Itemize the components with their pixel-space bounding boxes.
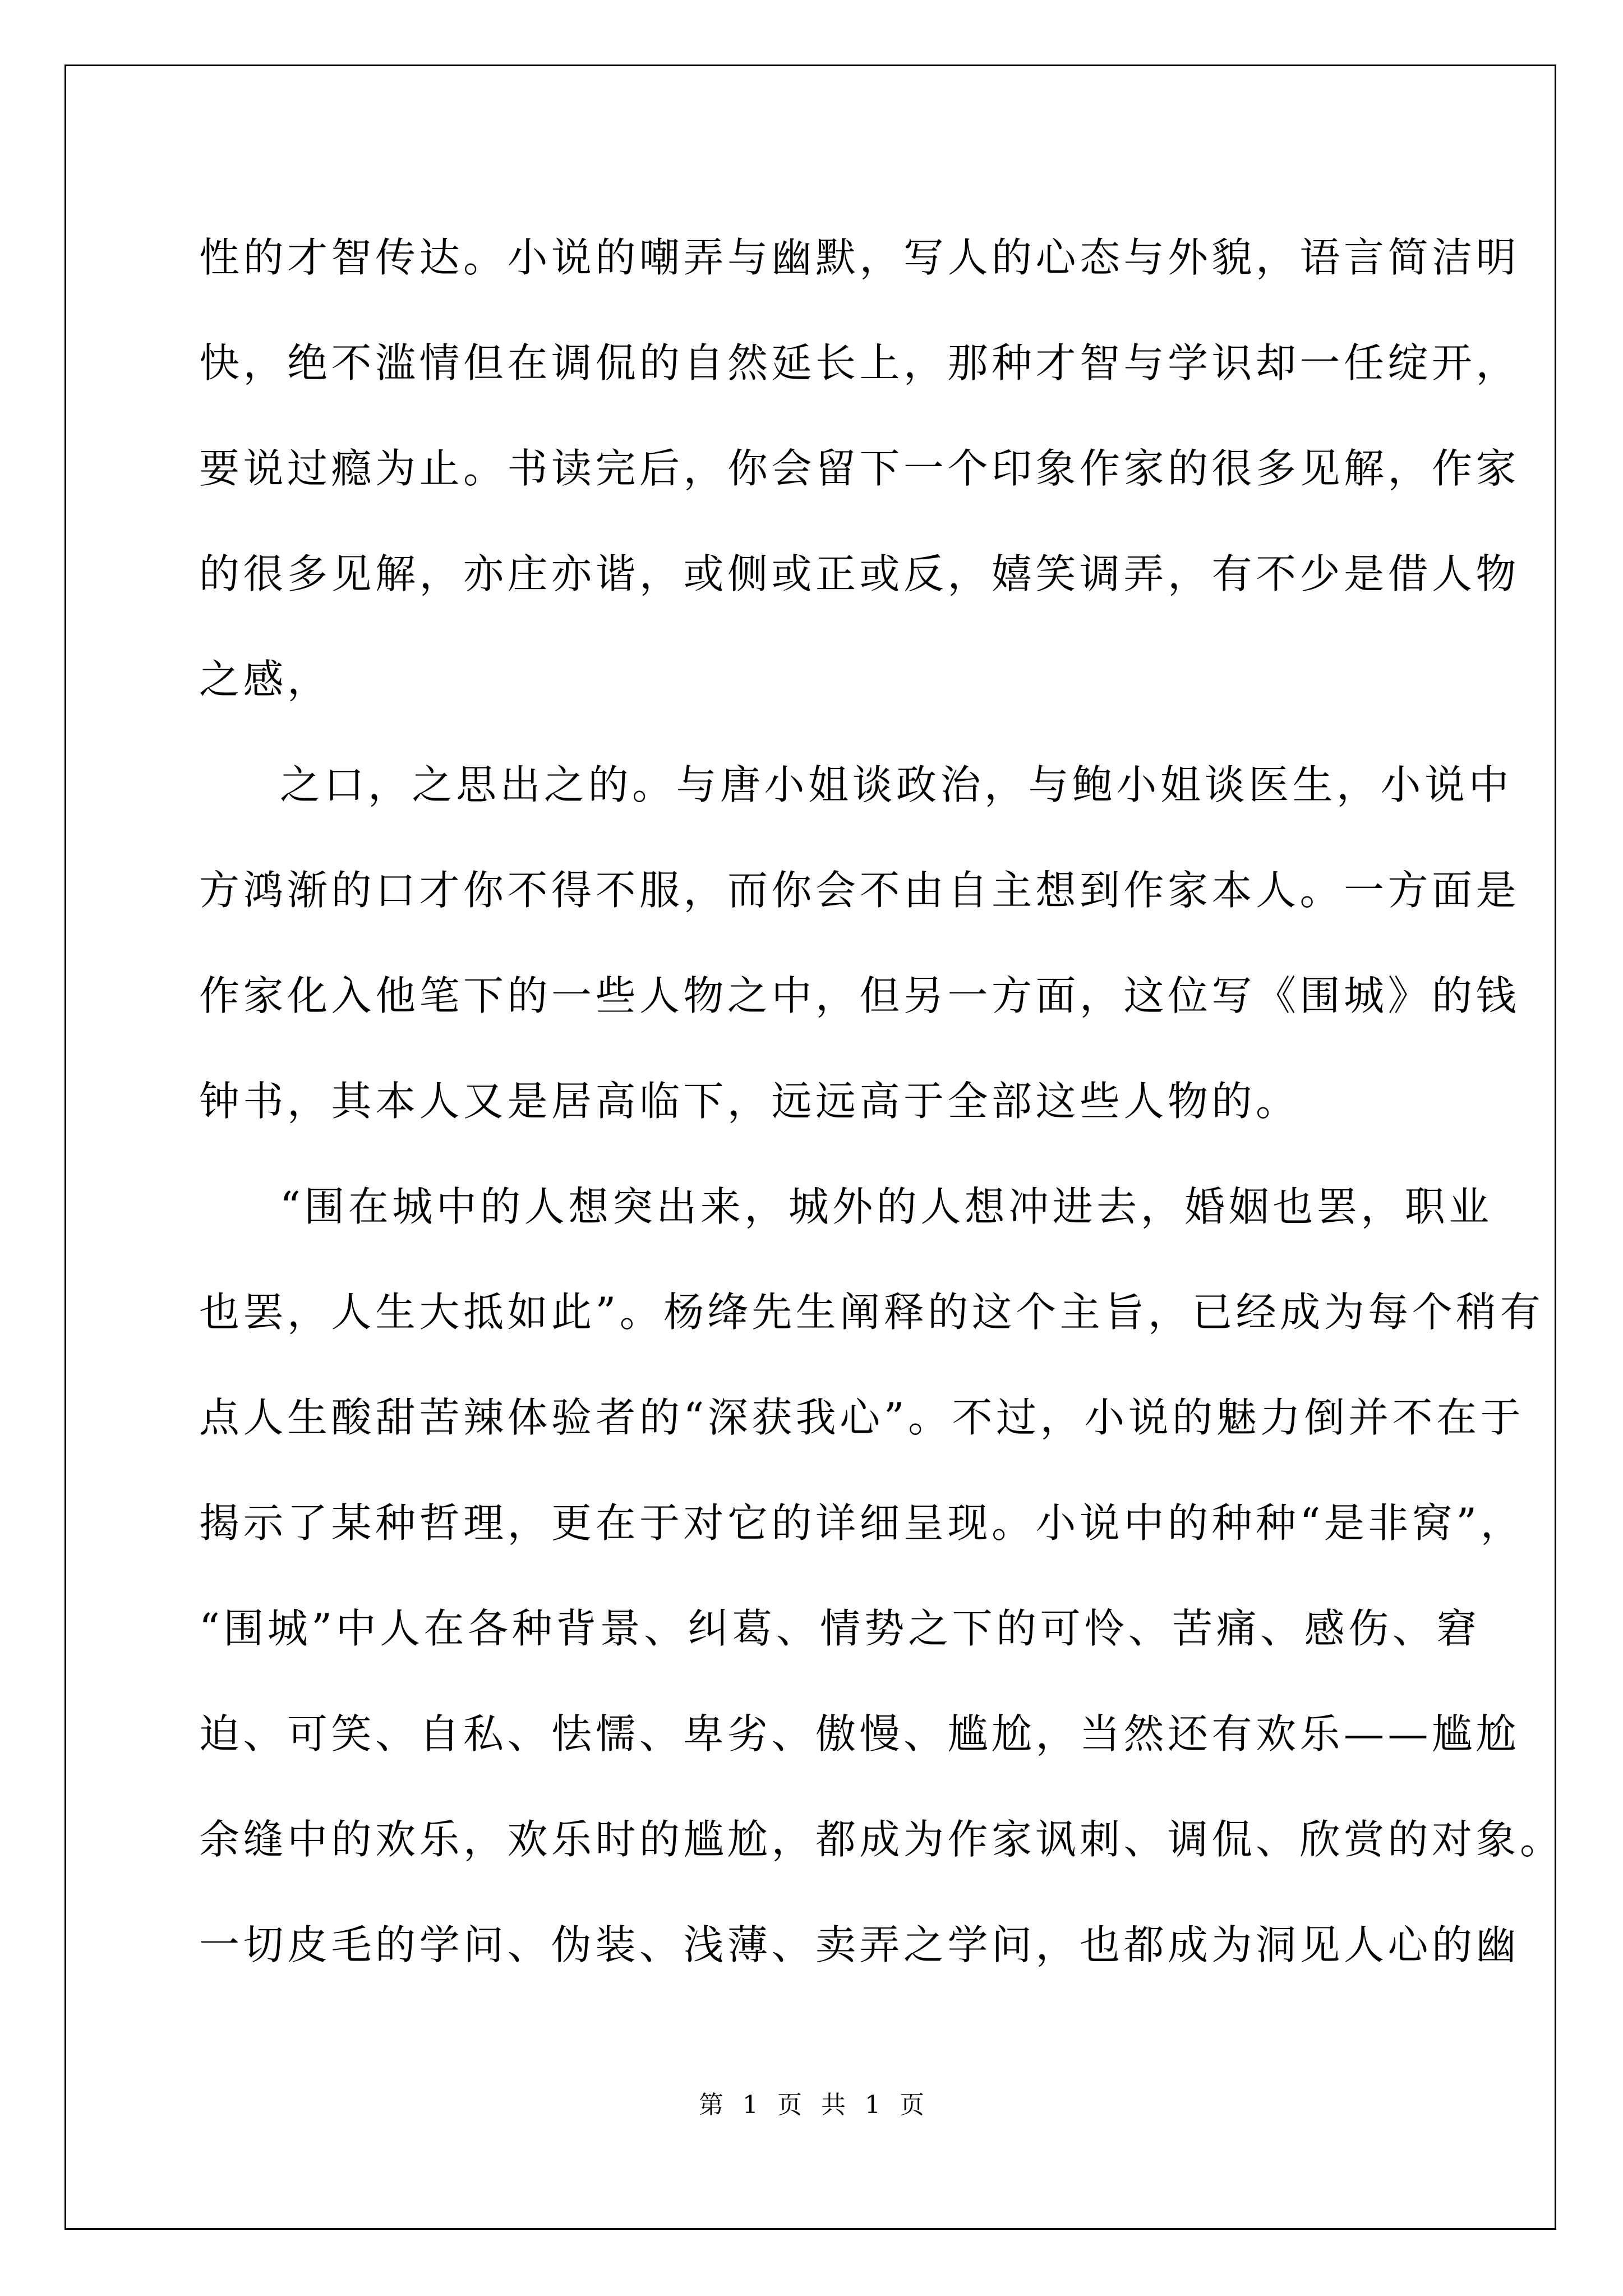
- text-line: 的很多见解，亦庄亦谐，或侧或正或反，嬉笑调弄，有不少是借人物: [199, 550, 1520, 597]
- paragraph-start-line: “围在城中的人想突出来，城外的人想冲进去，婚姻也罢，职业: [280, 1183, 1493, 1230]
- text-line: 钟书，其本人又是居高临下，远远高于全部这些人物的。: [199, 1078, 1300, 1125]
- text-line: 要说过瘾为止。书读完后，你会留下一个印象作家的很多见解，作家: [199, 445, 1520, 492]
- text-line: 方鸿渐的口才你不得不服，而你会不由自主想到作家本人。一方面是: [199, 867, 1520, 914]
- text-line: 揭示了某种哲理，更在于对它的详细呈现。小说中的种种“是非窝”，: [199, 1499, 1525, 1547]
- text-line: 作家化入他笔下的一些人物之中，但另一方面，这位写《围城》的钱: [199, 972, 1520, 1019]
- text-line: 快，绝不滥情但在调侃的自然延长上，那种才智与学识却一任绽开，: [199, 339, 1520, 386]
- text-line: 迫、可笑、自私、怯懦、卑劣、傲慢、尴尬，当然还有欢乐——尴尬: [199, 1710, 1520, 1757]
- text-line: 点人生酸甜苦辣体验者的“深获我心”。不过，小说的魅力倒并不在于: [199, 1394, 1525, 1441]
- page-number-footer: 第 1 页 共 1 页: [699, 2091, 924, 2119]
- text-line: 一切皮毛的学问、伪装、浅薄、卖弄之学问，也都成为洞见人心的幽: [199, 1921, 1520, 1968]
- text-line: “围城”中人在各种背景、纠葛、情势之下的可怜、苦痛、感伤、窘: [199, 1605, 1481, 1652]
- text-line: 性的才智传达。小说的嘲弄与幽默，写人的心态与外貌，语言简洁明: [199, 234, 1520, 281]
- text-line: 也罢，人生大抵如此”。杨绛先生阐释的这个主旨，已经成为每个稍有: [199, 1289, 1544, 1336]
- paragraph-start-line: 之口，之思出之的。与唐小姐谈政治，与鲍小姐谈医生，小说中: [280, 761, 1513, 808]
- document-body: [199, 205, 1564, 1998]
- text-line: 余缝中的欢乐，欢乐时的尴尬，都成为作家讽刺、调侃、欣赏的对象。: [199, 1816, 1564, 1863]
- text-line: 之感，: [199, 656, 331, 703]
